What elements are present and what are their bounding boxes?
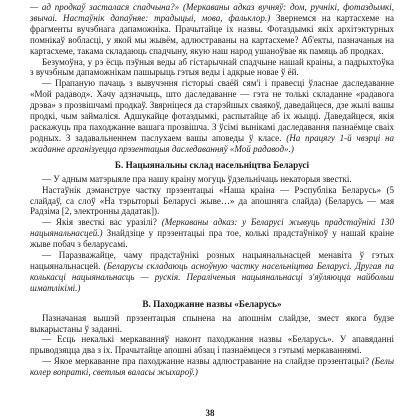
italic-text: (Беларусы складаюць асноўную частку насельніцтва Беларусі. Другая па колькасці нацыянальнасць — рускія. Пераліченыя нацыянальнасці з'яўляюцца найбольш шматлікімі.) bbox=[30, 260, 394, 293]
text-run: Пазначаная вышэй прэзентацыя спынена на апошнім слайдзе, змест якога будзе выкарыстаны ў заданні. bbox=[30, 312, 394, 334]
paragraph bbox=[30, 356, 394, 378]
text-run: Безумоўна, у рэ ёсць пэўныя веды аб гістарычнай спадчыне нашай краіны, а падрыхтоўка з вучэбным дапаможнікам пашырыць гэтыя веды і адкрые новае ў ёй. bbox=[30, 56, 394, 78]
text-run: — У адным матэрыяле пра нашу краіну могуць ўдзельнічаць некаторыя звесткі. bbox=[42, 173, 352, 184]
text-run: — Есць некалькі меркаванняў наконт паходжання назвы «Беларусь». У апавяданні прыводзяцца два з іх. Прачытайце апошні абзац і пазнаёмцеся з гэтымі меркаваннямі. bbox=[30, 334, 394, 356]
italic-text: (На працягу 1-й чвэрці на жаданне арганізуецца прэзентацыя даследаванняў «Мой радавод».) bbox=[30, 132, 395, 154]
italic-text: Настаўнік дапаўняе: традыцыі, мова, фальклор.) bbox=[63, 12, 277, 23]
section-b-heading: Б. Нацыянальны склад насельніцтва Беларусі bbox=[114, 159, 310, 170]
top-text-block bbox=[30, 2, 394, 155]
italic-text: (Меркаваны адказ: у Беларусі жывуць прадстаўнікі 130 нацыянальнасцей.) bbox=[30, 217, 394, 239]
italic-text: (Меркаваны адказ вучняў: дом, ручнікі, фотаздымкі, звычаі. bbox=[30, 2, 395, 23]
section-v-text-block bbox=[30, 313, 394, 378]
paragraph bbox=[30, 334, 394, 356]
text-run: Звернемся на картасхеме на фрагменты вучэбнага дапаможніка. Прачытайце іх назвы. Фотаздымкі якіх архітэктурных помнікаў вобласці, у якой мы жывём, адлюстраваны на картасхеме? Аб'екты, пазначаныя на картасхеме, такама складаюць спадчыну, якую наш народ ушаноўвае як памяць аб продках. bbox=[30, 12, 394, 56]
paragraph bbox=[30, 217, 394, 250]
italic-text: (Белы колер вопраткі, светлыя валасы жыхароў.) bbox=[30, 356, 394, 378]
text-run: Настаўнік дэманструе частку прэзентацыі «Наша краіна — Рэспубліка Беларусь» (5 слайдаў, са слоў «На тэрыторыі Беларусі жыве…» да апошняга слайда) (Беларусь — мая Радзіма [2, электронны дадатак]). bbox=[30, 184, 394, 217]
text-run: — Паразважайце, чаму прадстаўнікі розных нацыянальнасцей менавіта ў гэтых нацыянальнасцей. bbox=[30, 250, 394, 271]
paragraph bbox=[30, 174, 394, 185]
text-run: — Якое меркаванне пра паходжанне назвы адлюстраванне на слайдзе прэзентацыі? bbox=[42, 356, 372, 367]
paragraph bbox=[30, 313, 394, 335]
text-run: Знайдзіце у прэзентацыі пра тое, колькі прадстаўнікоў у нашай краіне жыве побач з беларусамі. bbox=[30, 228, 394, 250]
document-page bbox=[30, 2, 394, 416]
section-v-heading: В. Паходжанне назвы «Беларусь» bbox=[142, 298, 282, 309]
paragraph bbox=[30, 57, 394, 79]
paragraph bbox=[30, 185, 394, 218]
text-run: — Якія звесткі вас уразілі? bbox=[42, 217, 162, 228]
paragraph bbox=[30, 250, 394, 294]
section-b-text-block bbox=[30, 174, 394, 294]
italic-text: — ад продкаў засталася спадчына?» bbox=[30, 2, 183, 12]
paragraph bbox=[30, 2, 394, 57]
paragraph bbox=[30, 78, 394, 154]
page-number: 38 bbox=[205, 408, 215, 418]
text-run: — Прапаную пачаць з вывучэння гісторыі сваёй сям'і і правесці ўласнае даследаванне «Мой радавод». Хачу адзначыць, што даследаванне — гэта не толькі складанне «радавога дрэва» з прозвішчамі продкаў. Звярніцеся да старэйшых сваякоў, даведайцеся, дзе жылі вашы продкі, чым займаліся. Адшукайце фотаздымкі, распытайце аб іх жыцці. Даведайцеся, якія раскажуць пра паходжанне вашага прозвішча. З ўсімі вынікамі даследавання пазнаёмце сваіх родных. З задавальненнем паслухаем вашы аповеды ў класе. bbox=[30, 78, 394, 143]
